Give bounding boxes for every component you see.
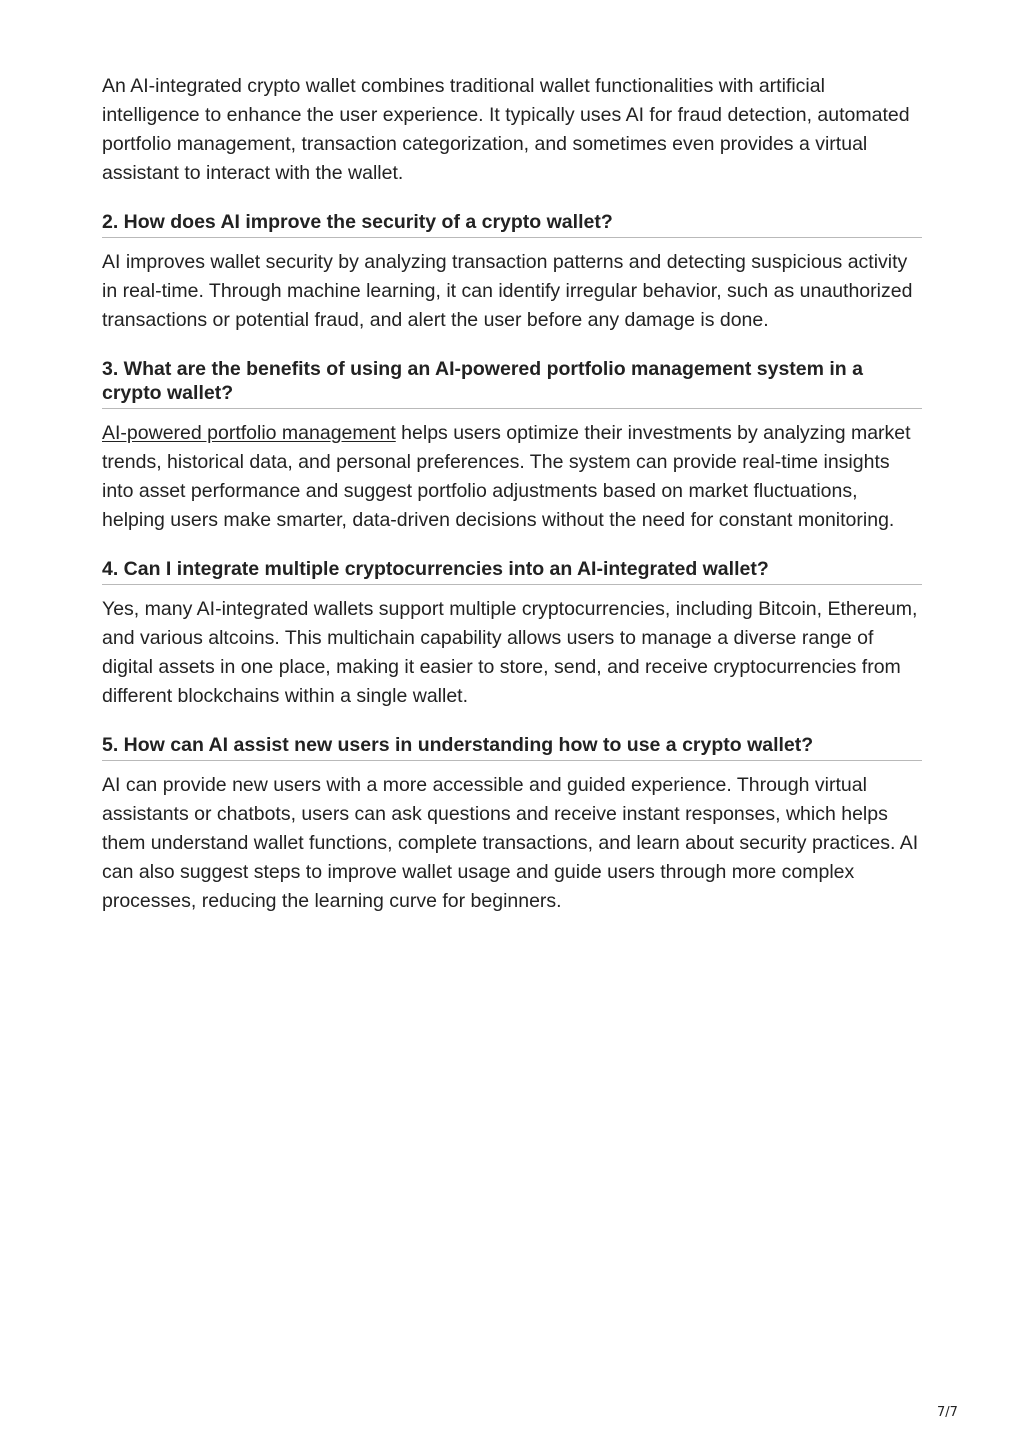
faq-item-4: [102, 557, 922, 711]
faq-answer-3-text: helps users optimize their investments by analyzing market trends, historical data, and personal preferences. The system can provide real-time insights into asset performance and suggest portfolio adjustments based on market fluctuations, helping users make smarter, data-driven decisions without the need for constant monitoring.: [102, 422, 911, 531]
faq-question-4: 4. Can I integrate multiple cryptocurrencies into an AI-integrated wallet?: [102, 557, 922, 585]
portfolio-management-link[interactable]: AI-powered portfolio management: [102, 422, 396, 444]
intro-paragraph: An AI-integrated crypto wallet combines traditional wallet functionalities with artificial intelligence to enhance the user experience. It typically uses AI for fraud detection, automated portfolio management, transaction categorization, and sometimes even provides a virtual assistant to interact with the wallet.: [102, 75, 910, 184]
faq-question-5: 5. How can AI assist new users in understanding how to use a crypto wallet?: [102, 733, 922, 761]
faq-item-2: [102, 210, 922, 335]
faq-answer-3: [102, 419, 922, 535]
document-body: [102, 72, 922, 916]
faq-answer-5: AI can provide new users with a more accessible and guided experience. Through virtual assistants or chatbots, users can ask questions and receive instant responses, which helps them understand wallet functions, complete transactions, and learn about security practices. AI can also suggest steps to improve wallet usage and guide users through more complex processes, reducing the learning curve for beginners.: [102, 774, 919, 912]
faq-item-5: [102, 733, 922, 916]
faq-answer-2: AI improves wallet security by analyzing transaction patterns and detecting suspicious activity in real-time. Through machine learning, it can identify irregular behavior, such as unauthorized transactions or potential fraud, and alert the user before any damage is done.: [102, 251, 913, 331]
faq-item-3: [102, 357, 922, 535]
page-number: 7/7: [937, 1405, 958, 1420]
faq-question-3: 3. What are the benefits of using an AI-powered portfolio management system in a crypto wallet?: [102, 357, 922, 409]
faq-question-2: 2. How does AI improve the security of a crypto wallet?: [102, 210, 922, 238]
faq-answer-4: Yes, many AI-integrated wallets support multiple cryptocurrencies, including Bitcoin, Ethereum, and various altcoins. This multichain capability allows users to manage a diverse range of digital assets in one place, making it easier to store, send, and receive cryptocurrencies from different blockchains within a single wallet.: [102, 598, 918, 707]
